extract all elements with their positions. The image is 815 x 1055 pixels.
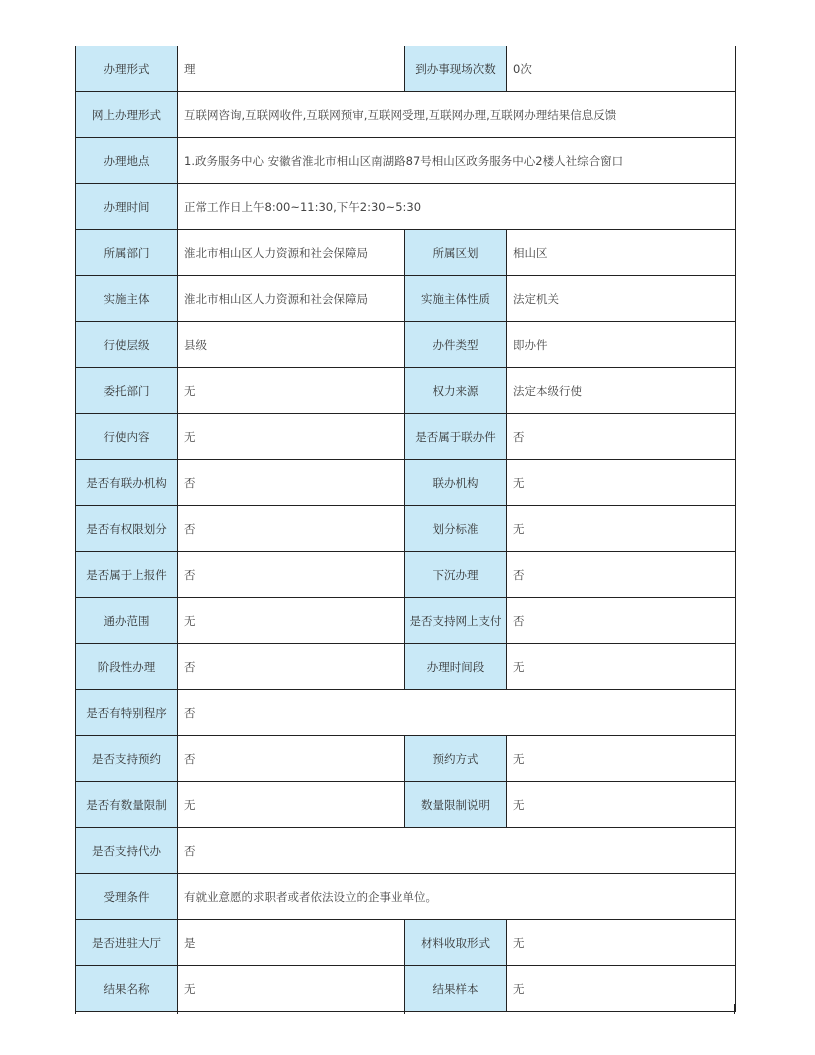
continuation-line [75,1004,76,1014]
field-value: 无 [507,966,736,1012]
field-label: 结果样本 [405,966,507,1012]
field-label: 通办范围 [76,598,178,644]
field-label: 办理时间 [76,184,178,230]
field-label: 联办机构 [405,460,507,506]
field-value: 淮北市相山区人力资源和社会保障局 [178,230,405,276]
field-value: 无 [507,460,736,506]
field-label: 是否属于联办件 [405,414,507,460]
field-value: 无 [178,598,405,644]
field-label: 是否支持预约 [76,736,178,782]
field-label: 办理形式 [76,46,178,92]
field-label: 实施主体 [76,276,178,322]
field-label: 所属区划 [405,230,507,276]
field-value: 无 [178,966,405,1012]
continuation-line [177,1004,178,1014]
field-value: 是 [178,920,405,966]
continuation-line [734,1004,735,1014]
table-row [76,276,736,322]
field-label: 是否属于上报件 [76,552,178,598]
table-row [76,920,736,966]
field-label: 受理条件 [76,874,178,920]
field-value: 否 [178,644,405,690]
field-label: 所属部门 [76,230,178,276]
field-label: 办理时间段 [405,644,507,690]
field-label: 阶段性办理 [76,644,178,690]
table-row [76,874,736,920]
field-label: 实施主体性质 [405,276,507,322]
field-value: 无 [178,782,405,828]
field-value: 否 [178,736,405,782]
field-value: 无 [507,920,736,966]
table-row [76,322,736,368]
field-label: 下沉办理 [405,552,507,598]
field-value: 否 [178,828,736,874]
field-value: 相山区 [507,230,736,276]
field-label: 到办事现场次数 [405,46,507,92]
field-value: 理 [178,46,405,92]
field-value: 法定本级行使 [507,368,736,414]
field-label: 委托部门 [76,368,178,414]
table-row [76,552,736,598]
field-value: 无 [178,368,405,414]
field-value: 无 [507,506,736,552]
field-value: 正常工作日上午8:00~11:30,下午2:30~5:30 [178,184,736,230]
table-row [76,828,736,874]
field-label: 行使内容 [76,414,178,460]
field-value: 否 [178,552,405,598]
service-info-table [75,46,736,1012]
table-row [76,598,736,644]
field-value: 即办件 [507,322,736,368]
table-row [76,138,736,184]
field-value: 互联网咨询,互联网收件,互联网预审,互联网受理,互联网办理,互联网办理结果信息反馈 [178,92,736,138]
field-label: 网上办理形式 [76,92,178,138]
field-label: 数量限制说明 [405,782,507,828]
continuation-line [404,1004,405,1014]
field-value: 否 [507,598,736,644]
table-row [76,414,736,460]
field-label: 划分标准 [405,506,507,552]
table-continuation [75,1004,735,1014]
field-label: 是否支持网上支付 [405,598,507,644]
field-value: 淮北市相山区人力资源和社会保障局 [178,276,405,322]
table-row [76,644,736,690]
field-value: 无 [507,782,736,828]
field-label: 办理地点 [76,138,178,184]
field-value: 无 [507,644,736,690]
field-label: 预约方式 [405,736,507,782]
field-label: 行使层级 [76,322,178,368]
field-label: 是否有权限划分 [76,506,178,552]
field-value: 否 [178,690,736,736]
field-value: 1.政务服务中心 安徽省淮北市相山区南湖路87号相山区政务服务中心2楼人社综合窗口 [178,138,736,184]
service-info-table-body [76,46,736,1012]
table-row [76,736,736,782]
table-row [76,230,736,276]
field-label: 是否有联办机构 [76,460,178,506]
field-value: 法定机关 [507,276,736,322]
field-value: 否 [507,414,736,460]
field-label: 是否有特别程序 [76,690,178,736]
table-row [76,92,736,138]
field-value: 有就业意愿的求职者或者依法设立的企事业单位。 [178,874,736,920]
field-label: 办件类型 [405,322,507,368]
table-row [76,368,736,414]
table-row [76,782,736,828]
field-label: 是否有数量限制 [76,782,178,828]
field-label: 权力来源 [405,368,507,414]
field-label: 是否进驻大厅 [76,920,178,966]
table-row [76,184,736,230]
table-row [76,460,736,506]
field-value: 否 [507,552,736,598]
field-value: 无 [507,736,736,782]
field-label: 结果名称 [76,966,178,1012]
field-value: 否 [178,460,405,506]
table-row [76,46,736,92]
table-row [76,506,736,552]
field-label: 是否支持代办 [76,828,178,874]
table-row [76,690,736,736]
field-value: 否 [178,506,405,552]
field-value: 县级 [178,322,405,368]
field-label: 材料收取形式 [405,920,507,966]
field-value: 0次 [507,46,736,92]
field-value: 无 [178,414,405,460]
